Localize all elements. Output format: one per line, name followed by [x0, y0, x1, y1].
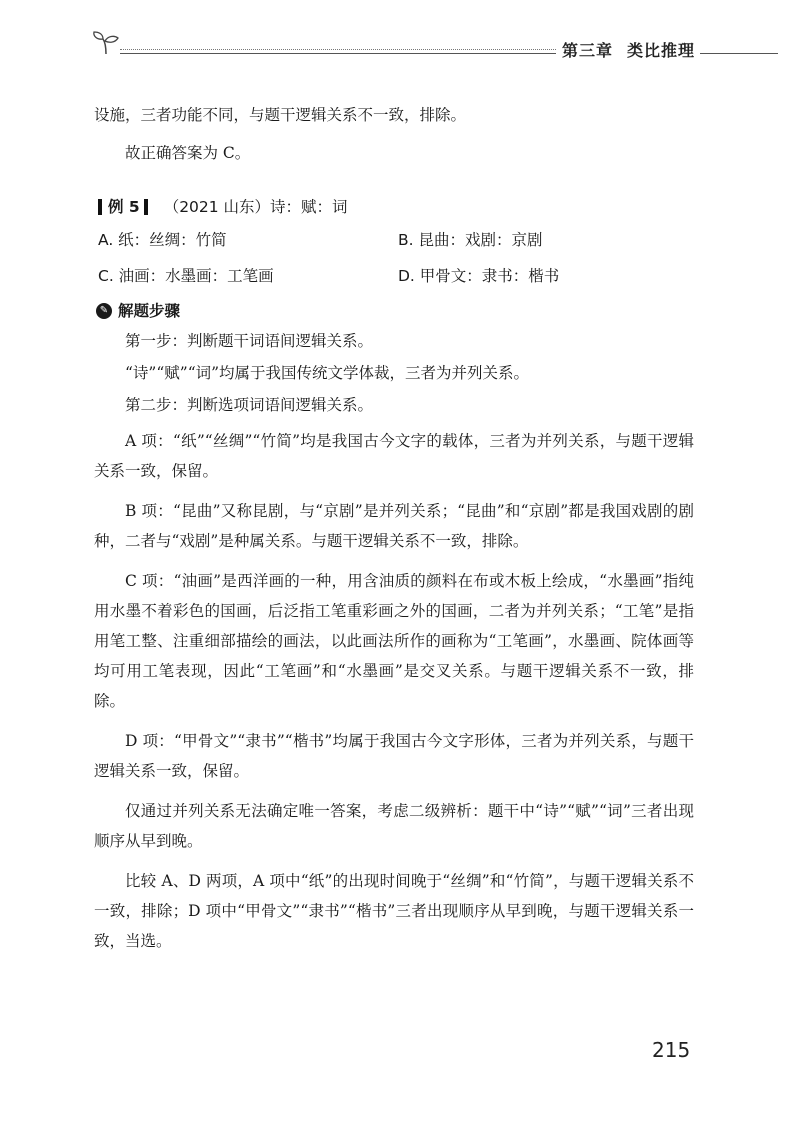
example-question: （2021 山东）诗：赋：词 — [163, 198, 348, 216]
paragraph: 第一步：判断题干词语间逻辑关系。 — [125, 332, 374, 350]
paragraph: 比较 A、D 两项，A 项中“纸”的出现时间晚于“丝绸”和“竹简”，与题干逻辑关系不一致，排除；D 项中“甲骨文”“隶书”“楷书”三者出现顺序从早到晚，与题干逻辑关系一致，当选。 — [94, 872, 694, 950]
paragraph: B 项：“昆曲”又称昆剧，与“京剧”是并列关系；“昆曲”和“京剧”都是我国戏剧的剧种，二者与“戏剧”是种属关系。与题干逻辑关系不一致，排除。 — [94, 502, 694, 550]
solution-steps-heading — [96, 296, 694, 326]
bracket-left — [98, 199, 102, 215]
paragraph: “诗”“赋”“词”均属于我国传统文学体裁，三者为并列关系。 — [125, 364, 530, 382]
chapter-title: 类比推理 — [627, 41, 696, 60]
paragraph: 仅通过并列关系无法确定唯一答案，考虑二级辨析：题干中“诗”“赋”“词”三者出现顺序从早到晚。 — [94, 802, 694, 850]
chapter-heading — [556, 38, 715, 61]
example-label: 例 5 — [108, 198, 140, 216]
option-c: C. 油画：水墨画：工笔画 — [98, 267, 274, 285]
paragraph: D 项：“甲骨文”“隶书”“楷书”均属于我国古今文字形体，三者为并列关系，与题干逻辑关系一致，保留。 — [94, 732, 694, 780]
option-a: A. 纸：丝绸：竹简 — [98, 231, 227, 249]
option-d: D. 甲骨文：隶书：楷书 — [398, 267, 560, 285]
page-header — [90, 30, 780, 70]
paragraph: 故正确答案为 C。 — [125, 144, 251, 162]
example-heading — [94, 192, 694, 222]
paragraph: A 项：“纸”“丝绸”“竹简”均是我国古今文字的载体，三者为并列关系，与题干逻辑关系一致，保留。 — [94, 432, 694, 480]
option-b: B. 昆曲：戏剧：京剧 — [398, 231, 543, 249]
paragraph: 第二步：判断选项词语间逻辑关系。 — [125, 396, 374, 414]
page-content — [94, 100, 694, 956]
chapter-number: 第三章 — [562, 41, 614, 60]
header-rule — [120, 53, 620, 54]
paragraph: C 项：“油画”是西洋画的一种，用含油质的颜料在布或木板上绘成，“水墨画”指纯用水墨不着彩色的国画，后泛指工笔重彩画之外的国画，二者为并列关系；“工笔”是指用笔工整、注重细部描绘的画法，以此画法所作的画称为“工笔画”，水墨画、院体画等均可用工笔表现，因此“工笔画”和“水墨画”是交叉关系。与题干逻辑关系不一致，排除。 — [94, 572, 694, 710]
paragraph: 设施，三者功能不同，与题干逻辑关系不一致，排除。 — [94, 106, 467, 124]
page-number: 215 — [652, 1038, 691, 1062]
header-rule-tail — [700, 53, 778, 54]
header-dotted-rule — [120, 49, 620, 50]
bracket-right — [144, 199, 148, 215]
pencil-icon: ✎ — [96, 303, 112, 319]
options-grid — [98, 222, 694, 294]
sprout-icon — [90, 30, 122, 56]
steps-title: 解题步骤 — [118, 302, 181, 320]
